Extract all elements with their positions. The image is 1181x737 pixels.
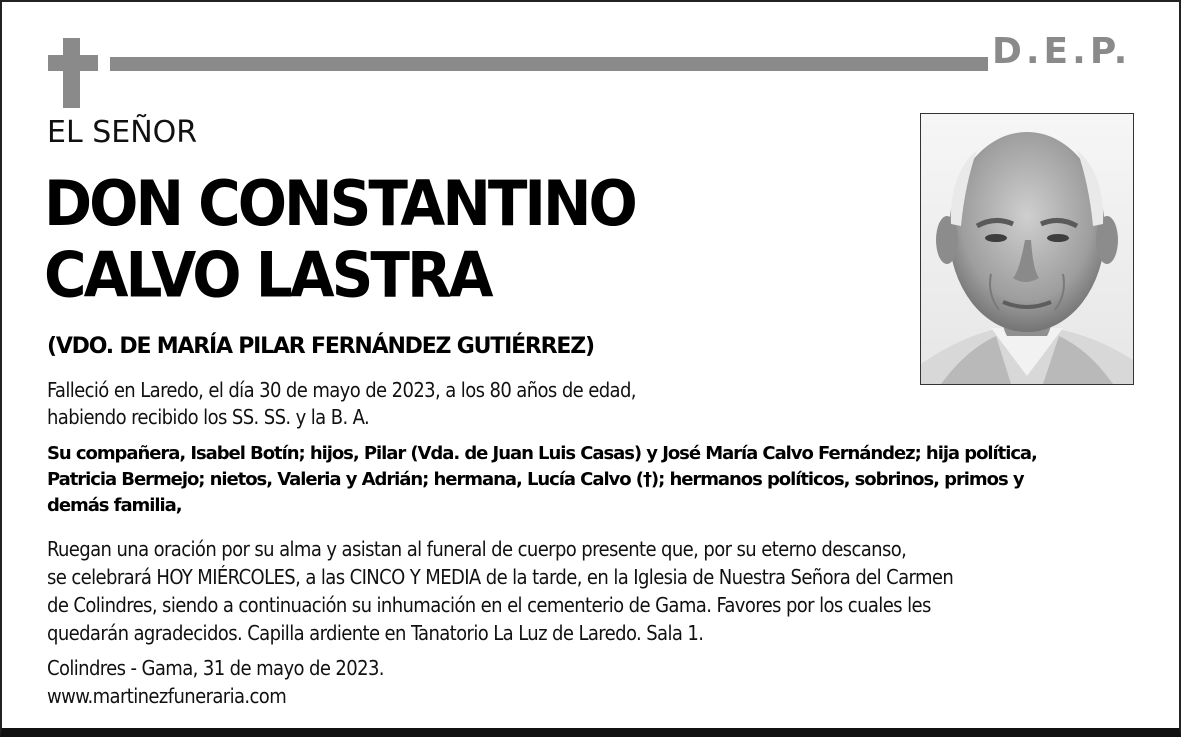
- header-rule: [110, 57, 988, 71]
- website-link[interactable]: www.martinezfuneraria.com: [47, 684, 287, 708]
- footer: [47, 654, 384, 710]
- portrait-image: [921, 114, 1133, 384]
- funeral-line: se celebrará HOY MIÉRCOLES, a las CINCO Y MEDIA de la tarde, en la Iglesia de Nuestra Señora del Carmen: [47, 565, 954, 589]
- death-notice-line: habiendo recibido los SS. SS. y la B. A.: [47, 405, 370, 429]
- family-line: demás familia,: [47, 495, 182, 516]
- deceased-name-line-2: CALVO LASTRA: [44, 238, 491, 312]
- cross-icon: [63, 38, 80, 108]
- deceased-prefix: EL SEÑOR: [47, 115, 198, 150]
- funeral-line: quedarán agradecidos. Capilla ardiente en Tanatorio La Luz de Laredo. Sala 1.: [47, 621, 704, 645]
- place-date: Colindres - Gama, 31 de mayo de 2023.: [47, 656, 384, 680]
- cross-icon-bar: [48, 55, 98, 71]
- family-list: [47, 441, 1137, 519]
- widow-note: (VDO. DE MARÍA PILAR FERNÁNDEZ GUTIÉRREZ): [47, 334, 594, 359]
- funeral-line: Ruegan una oración por su alma y asistan al funeral de cuerpo presente que, por su eterno descanso,: [47, 537, 907, 561]
- deceased-portrait: [920, 113, 1134, 385]
- deceased-name-line-1: DON CONSTANTINO: [44, 166, 635, 241]
- deceased-name: [44, 168, 904, 311]
- death-notice: [47, 377, 867, 431]
- funeral-details: [47, 535, 1147, 647]
- family-line: Su compañera, Isabel Botín; hijos, Pilar (Vda. de Juan Luis Casas) y José María Calvo Fernández; hija política,: [47, 443, 1037, 464]
- funeral-line: de Colindres, siendo a continuación su inhumación en el cementerio de Gama. Favores por los cuales les: [47, 593, 931, 617]
- death-notice-line: Falleció en Laredo, el día 30 de mayo de 2023, a los 80 años de edad,: [47, 378, 636, 402]
- dep-label: D.E.P.: [992, 31, 1132, 72]
- family-line: Patricia Bermejo; nietos, Valeria y Adrián; hermana, Lucía Calvo (†); hermanos políticos, sobrinos, primos y: [47, 469, 1024, 490]
